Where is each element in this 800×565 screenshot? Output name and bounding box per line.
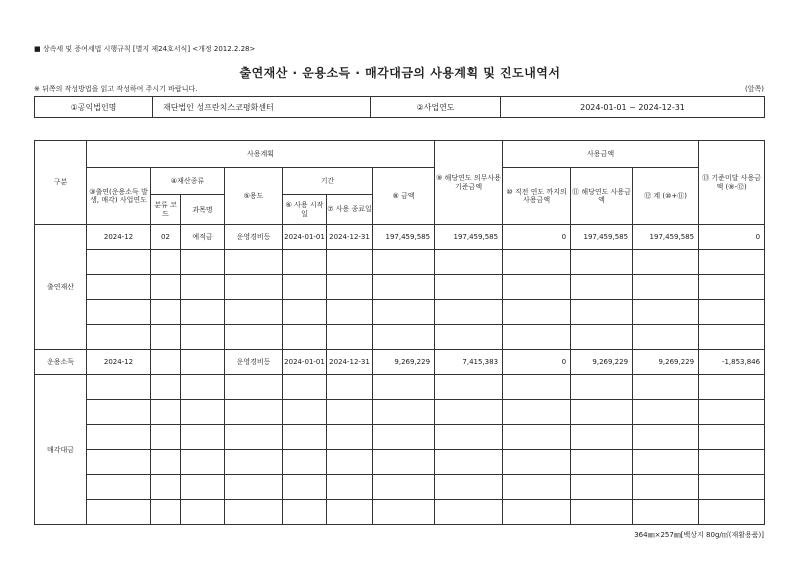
table-row (35, 300, 765, 325)
cell-c12: 9,269,229 (633, 350, 699, 375)
col11-header: ⑪ 해당연도 사용금액 (571, 168, 633, 225)
cell-code (151, 350, 181, 375)
class-code-header: 분류 코드 (151, 195, 181, 225)
cell-subject (181, 350, 225, 375)
cell-start: 2024-01-01 (283, 225, 327, 250)
table-row (35, 450, 765, 475)
document-title: 출연재산 · 운용소득 · 매각대금의 사용계획 및 진도내역서 (239, 66, 561, 80)
usage-plan-header: 사용계획 (87, 141, 435, 168)
form-reference: ■ 상속세 및 증여세법 시행규칙 [별지 제24호서식] <개정 2012.2.28> (34, 45, 256, 53)
amount-header: ⑧ 금액 (373, 168, 435, 225)
cell-c11: 197,459,585 (571, 225, 633, 250)
table-row (35, 275, 765, 300)
cell-c13: 0 (699, 225, 765, 250)
table-row (35, 250, 765, 275)
instruction-note: ※ 뒤쪽의 작성방법을 읽고 작성하여 주시기 바랍니다. (34, 85, 198, 93)
sale-label: 매각대금 (35, 375, 87, 525)
table-row (35, 500, 765, 525)
cell-year: 2024-12 (87, 350, 151, 375)
year-header: ③출연(운용소득 발생, 매각) 사업연도 (87, 168, 151, 225)
col10-header: ⑩ 직전 연도 까지의 사용금액 (503, 168, 571, 225)
col13-header: ⑬ 기준미달 사용금액 (⑨-⑫) (699, 141, 765, 225)
table-row (35, 475, 765, 500)
cell-start: 2024-01-01 (283, 350, 327, 375)
end-header: ⑦ 사용 종료일 (327, 195, 373, 225)
business-year-label: ②사업연도 (371, 97, 501, 118)
table-row (35, 425, 765, 450)
cell-c10: 0 (503, 350, 571, 375)
org-name-label: ①공익법인명 (35, 97, 153, 118)
col12-header: ⑫ 계 (⑩+⑪) (633, 168, 699, 225)
col9-header: ⑨ 해당연도 의무사용 기준금액 (435, 141, 503, 225)
page-side-label: (앞쪽) (745, 85, 764, 93)
paper-spec: 364㎜×257㎜[백상지 80g/㎡(재활용품)] (634, 531, 764, 539)
business-year-value: 2024-01-01 ~ 2024-12-31 (501, 97, 765, 118)
contribution-label: 출연재산 (35, 225, 87, 350)
org-name-value: 재단법인 성프란치스코평화센터 (153, 97, 371, 118)
asset-type-header: ④재산종류 (151, 168, 225, 195)
purpose-header: ⑤용도 (225, 168, 283, 225)
section-header: 구분 (35, 141, 87, 225)
period-header: 기간 (283, 168, 373, 195)
header-row-2 (35, 168, 765, 195)
cell-c9: 197,459,585 (435, 225, 503, 250)
cell-code: 02 (151, 225, 181, 250)
start-header: ⑥ 사용 시작일 (283, 195, 327, 225)
operating-label: 운용소득 (35, 350, 87, 375)
cell-c13: -1,853,846 (699, 350, 765, 375)
cell-end: 2024-12-31 (327, 225, 373, 250)
usage-amount-header: 사용금액 (503, 141, 699, 168)
table-row (35, 225, 765, 250)
cell-amount: 197,459,585 (373, 225, 435, 250)
header-row-1 (35, 141, 765, 168)
cell-end: 2024-12-31 (327, 350, 373, 375)
table-row (35, 350, 765, 375)
cell-amount: 9,269,229 (373, 350, 435, 375)
table-row (35, 325, 765, 350)
cell-subject: 예적금 (181, 225, 225, 250)
subject-header: 과목명 (181, 195, 225, 225)
cell-c10: 0 (503, 225, 571, 250)
usage-table (34, 140, 765, 525)
info-table (34, 96, 765, 118)
table-row (35, 375, 765, 400)
cell-purpose: 운영경비등 (225, 350, 283, 375)
table-row (35, 400, 765, 425)
cell-c12: 197,459,585 (633, 225, 699, 250)
cell-c11: 9,269,229 (571, 350, 633, 375)
cell-purpose: 운영경비등 (225, 225, 283, 250)
cell-c9: 7,415,383 (435, 350, 503, 375)
cell-year: 2024-12 (87, 225, 151, 250)
